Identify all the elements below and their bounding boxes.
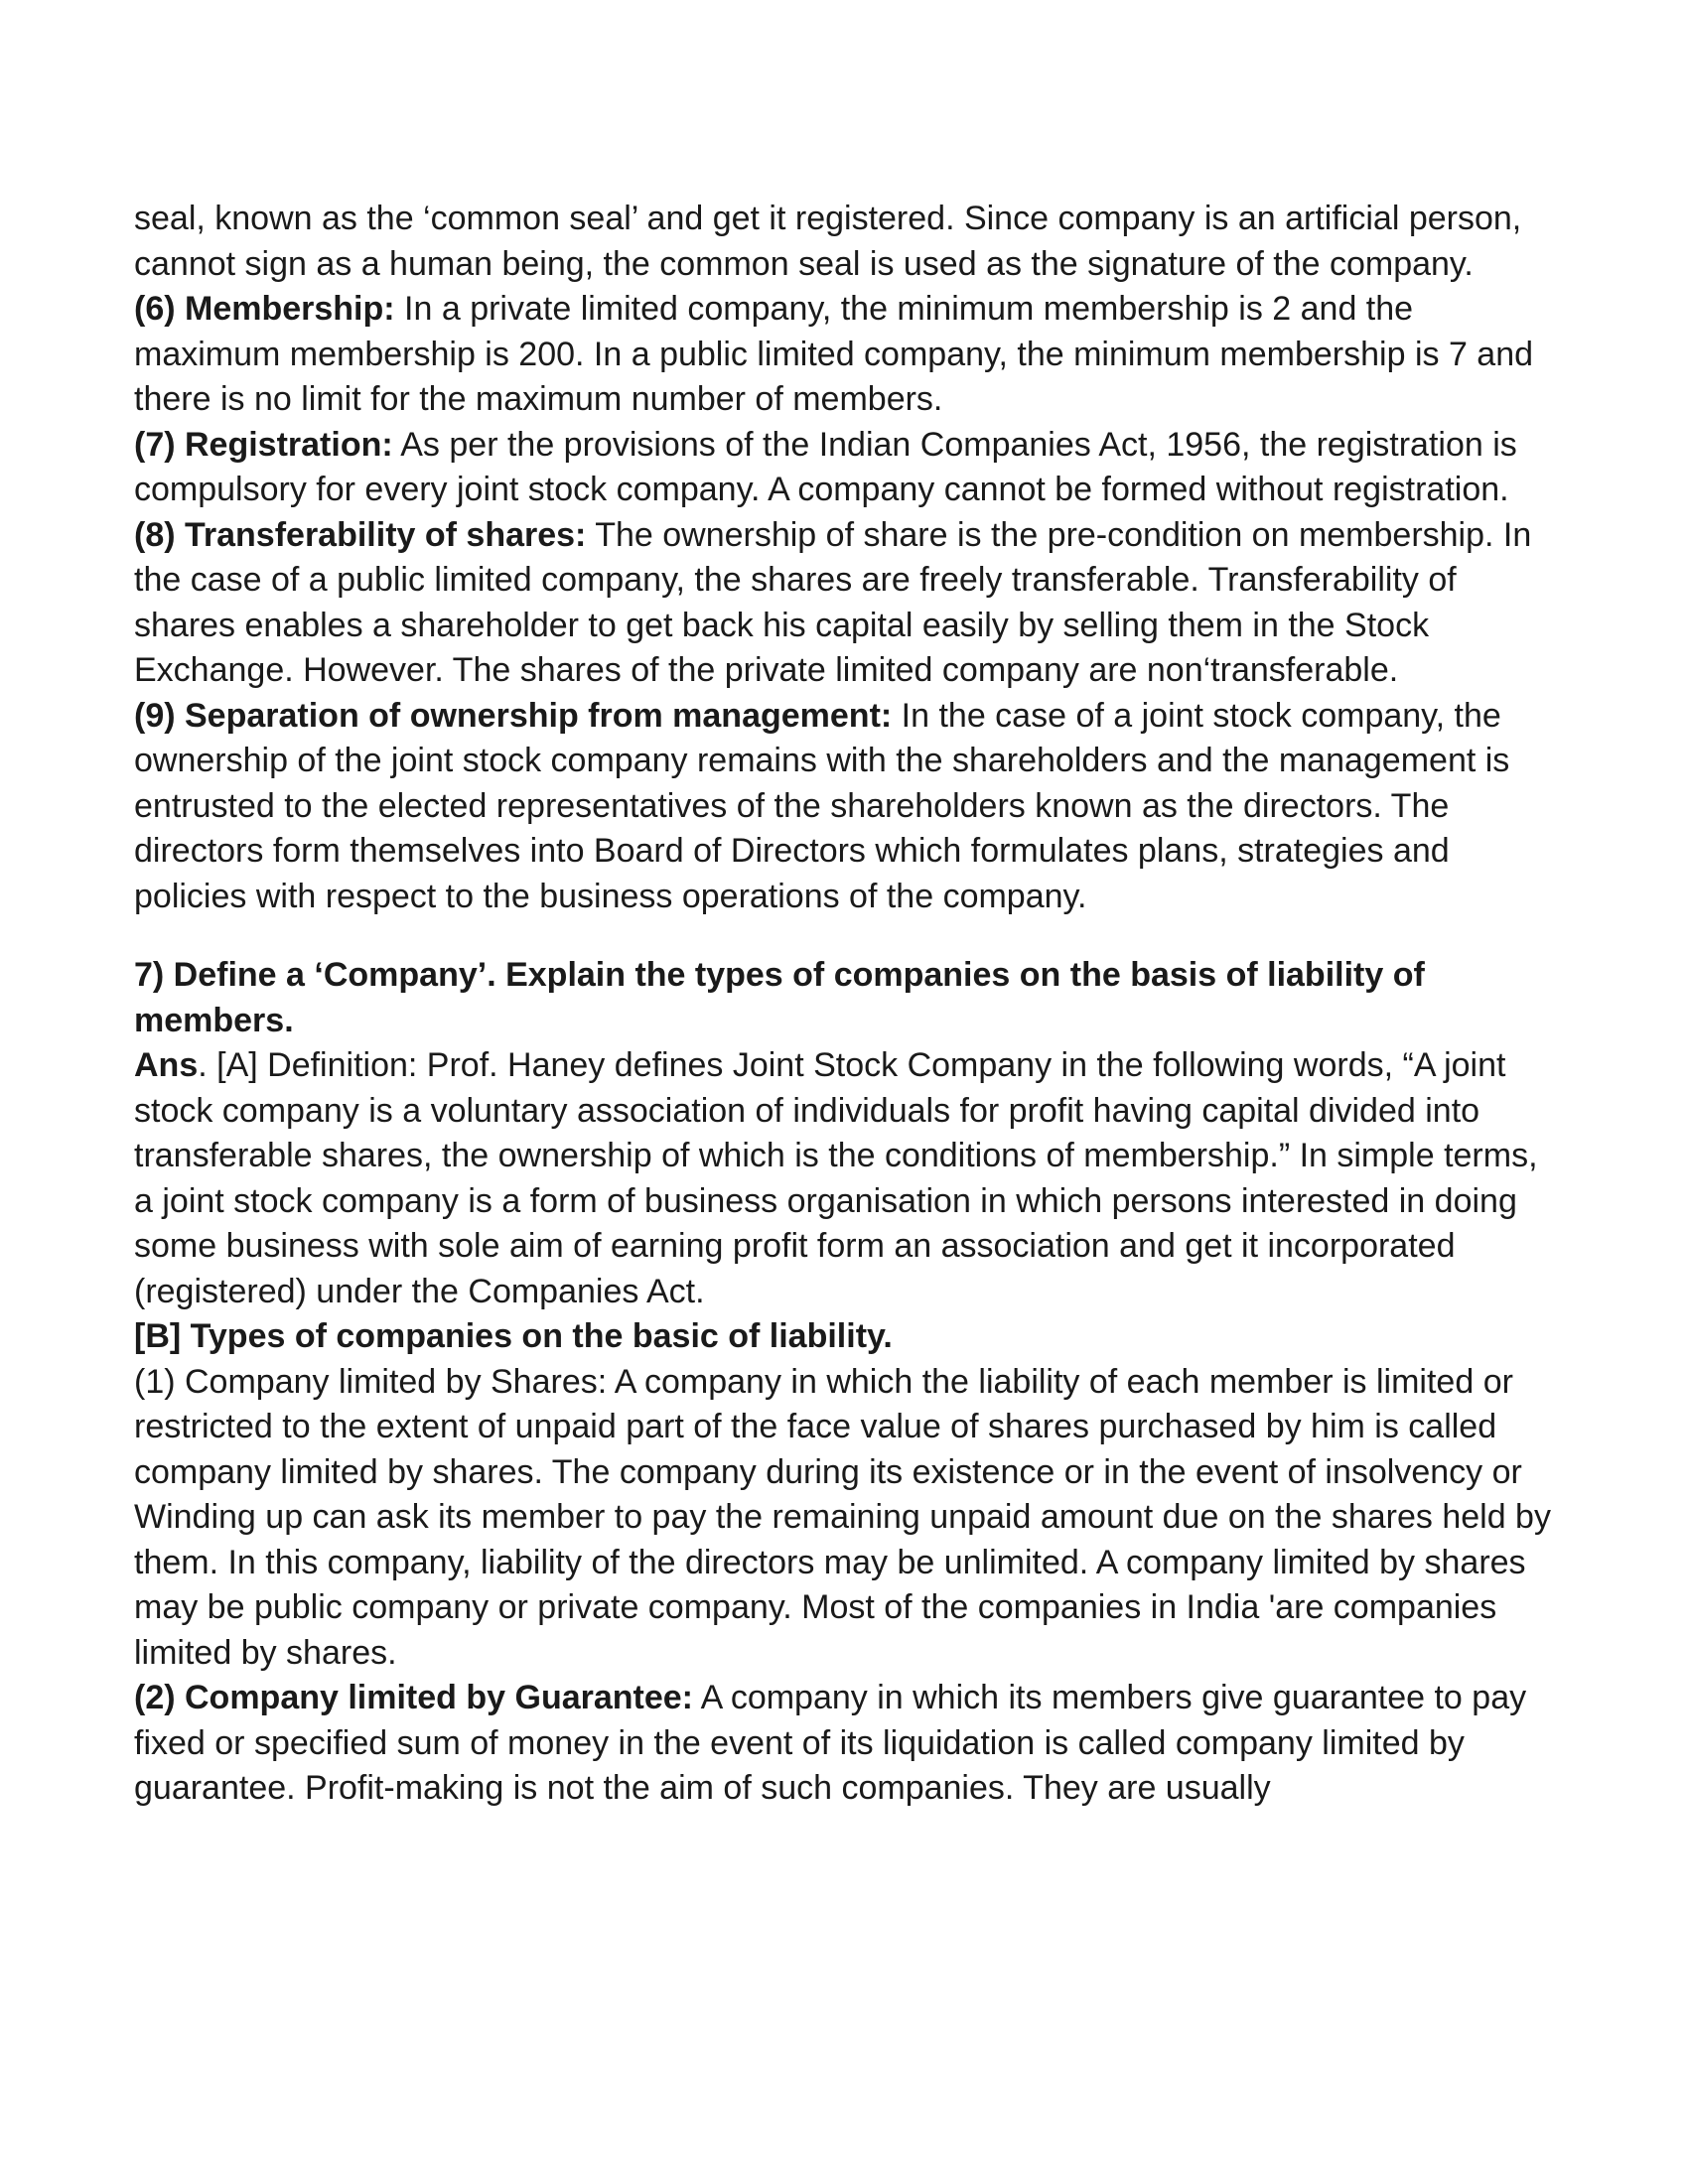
separation-text: In the case of a joint stock company, the ownership of the joint stock company remains with the shareholders and the management is entrusted to the elected representatives of the shareholders known as the directors. The directors form themselves into Board of Directors which formulates plans, strategies and policies with respect to the business operations of the company. bbox=[134, 696, 1510, 915]
document-page bbox=[134, 197, 1554, 1812]
membership-paragraph bbox=[134, 287, 1554, 423]
registration-text: As per the provisions of the Indian Companies Act, 1956, the registration is compulsory for every joint stock company. A company cannot be formed without registration. bbox=[134, 425, 1517, 508]
types-heading bbox=[134, 1314, 1554, 1360]
answer-label: Ans bbox=[134, 1046, 199, 1084]
registration-paragraph bbox=[134, 423, 1554, 513]
common-seal-paragraph: seal, known as the ‘common seal’ and get it registered. Since company is an artificial person, cannot sign as a human being, the common seal is used as the signature of the company. bbox=[134, 200, 1522, 283]
guarantee-text: A company in which its members give guarantee to pay fixed or specified sum of money in the event of its liquidation is called company limited by guarantee. Profit-making is not the aim of such companies. They are usually bbox=[134, 1679, 1527, 1807]
answer-text: . [A] Definition: Prof. Haney defines Joint Stock Company in the following words, “A joint stock company is a voluntary association of individuals for profit having capital divided into transferable shares, the ownership of which is the conditions of membership.” In simple terms, a joint stock company is a form of business organisation in which persons interested in doing some business with sole aim of earning profit form an association and get it incorporated (registered) under the Companies Act. bbox=[134, 1046, 1538, 1310]
membership-heading: (6) Membership: bbox=[134, 290, 395, 328]
types-heading-text: [B] Types of companies on the basic of liability. bbox=[134, 1317, 893, 1355]
answer-paragraph bbox=[134, 1043, 1554, 1314]
transferability-heading: (8) Transferability of shares: bbox=[134, 515, 587, 554]
transferability-paragraph bbox=[134, 513, 1554, 694]
separation-paragraph bbox=[134, 694, 1554, 920]
question-heading: 7) Define a ‘Company’. Explain the types of companies on the basis of liability of members. bbox=[134, 956, 1425, 1039]
membership-text: In a private limited company, the minimum membership is 2 and the maximum membership is 200. In a public limited company, the minimum membership is 7 and there is no limit for the maximum number of members. bbox=[134, 290, 1534, 418]
transferability-text: The ownership of share is the pre-condition on membership. In the case of a public limited company, the shares are freely transferable. Transferability of shares enables a shareholder to get back his capital easily by selling them in the Stock Exchange. However. The shares of the private limited company are non‘transferable. bbox=[134, 515, 1532, 689]
separation-heading: (9) Separation of ownership from management: bbox=[134, 696, 893, 735]
guarantee-heading: (2) Company limited by Guarantee: bbox=[134, 1679, 693, 1716]
registration-heading: (7) Registration: bbox=[134, 425, 393, 464]
limited-by-guarantee-paragraph bbox=[134, 1676, 1554, 1812]
limited-by-shares-paragraph: (1) Company limited by Shares: A company in which the liability of each member is limited or restricted to the extent of unpaid part of the face value of shares purchased by him is called company limited by shares. The company during its existence or in the event of insolvency or Winding up can ask its member to pay the remaining unpaid amount due on the shares held by them. In this company, liability of the directors may be unlimited. A company limited by shares may be public company or private company. Most of the companies in India 'are companies limited by shares. bbox=[134, 1362, 1551, 1672]
